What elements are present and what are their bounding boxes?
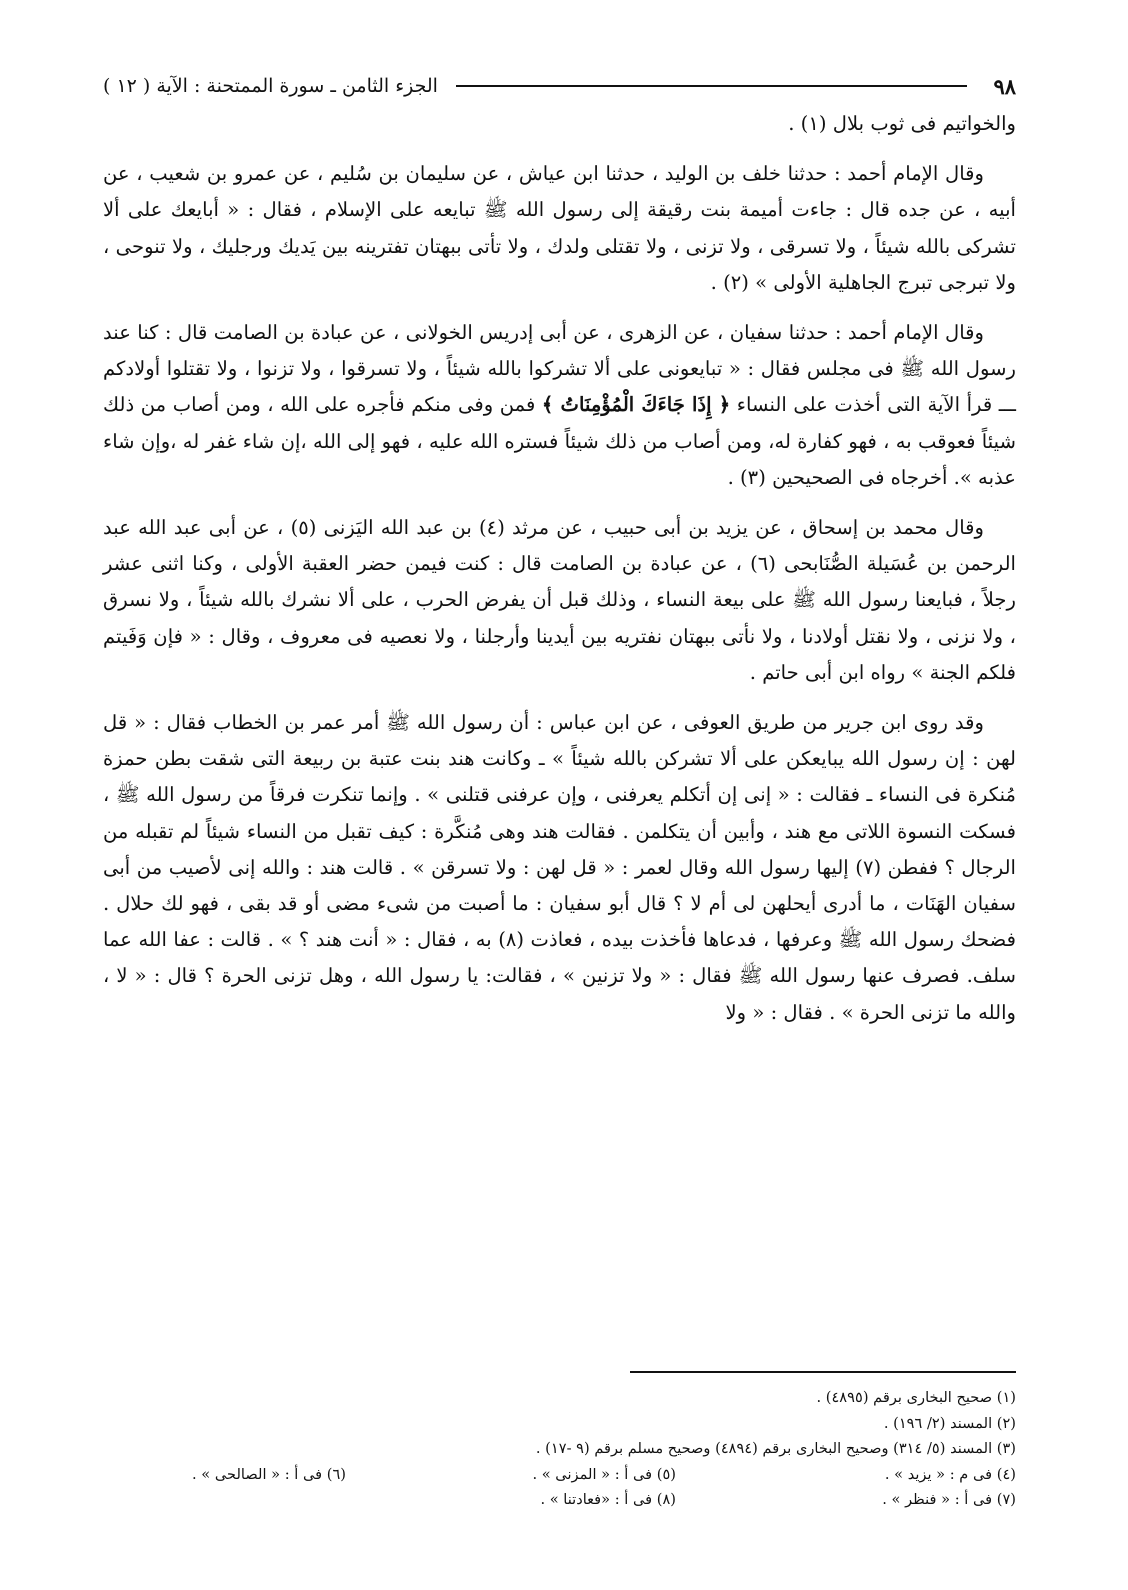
quran-verse: ﴿ إِذَا جَاءَكَ الْمُؤْمِنَاتُ ﴾ [541, 393, 731, 417]
footnote-7: (٧) فى أ : « فنظر » . [882, 1491, 1016, 1509]
footnote-row [103, 1462, 1016, 1488]
paragraph-3 [103, 315, 1016, 496]
footnote-1: (١) صحيح البخارى برقم (٤٨٩٥) . [816, 1389, 1016, 1406]
paragraph-4: وقال محمد بن إسحاق ، عن يزيد بن أبى حبيب ، عن مرثد (٤) بن عبد الله اليَزنى (٥) ، عن أبى عبد الله عبد الرحمن بن عُسَيلة الصُّنَابحى (٦) ، عن عبادة بن الصامت قال : كنت فيمن حضر العقبة الأولى ، وكنا اثنى عشر رجلاً ، فبايعنا رسول الله ﷺ على بيعة النساء ، وذلك قبل أن يفرض الحرب ، على ألا نشرك بالله شيئاً ، ولا نسرق ، ولا نزنى ، ولا نقتل أولادنا ، ولا نأتى ببهتان نفتريه بين أيدينا وأرجلنا ، ولا نعصيه فى معروف ، وقال : « فإن وَفَيتم فلكم الجنة » رواه ابن أبى حاتم . [103, 516, 1016, 684]
running-title: الجزء الثامن ـ سورة الممتحنة : الآية ( ١٢ ) [103, 75, 438, 97]
paragraph-5: وقد روى ابن جرير من طريق العوفى ، عن ابن عباس : أن رسول الله ﷺ أمر عمر بن الخطاب فقال : « قل لهن : إن رسول الله يبايعكن على ألا تشركن بالله شيئاً » ـ وكانت هند بنت عتبة بن ربيعة التى شقت بطن حمزة مُنكرة فى النساء ـ فقالت : « إنى إن أتكلم يعرفنى ، وإن عرفنى قتلنى » . وإنما تنكرت فرقاً من رسول الله ﷺ ، فسكت النسوة اللاتى مع هند ، وأبين أن يتكلمن . فقالت هند وهى مُنكَّرة : كيف تقبل من النساء شيئاً لم تقبله من الرجال ؟ ففطن (٧) إليها رسول الله وقال لعمر : « قل لهن : ولا تسرقن » . قالت هند : والله إنى لأصيب من أبى سفيان الهَنَات ، ما أدرى أيحلهن لى أم لا ؟ قال أبو سفيان : ما أصبت من شىء مضى أو قد بقى ، فهو لك حلال . فضحك رسول الله ﷺ وعرفها ، فدعاها فأخذت بيده ، فعاذت (٨) به ، فقال : « أنت هند ؟ » . قالت : عفا الله عما سلف. فصرف عنها رسول الله ﷺ فقال : « ولا تزنين » ، فقالت: يا رسول الله ، وهل تزنى الحرة ؟ قال : « لا ، والله ما تزنى الحرة » . فقال : « ولا [103, 711, 1016, 1024]
footnote-6: (٦) فى أ : « الصالحى » . [192, 1465, 346, 1483]
footnote-2: (٢) المسند (٢/ ١٩٦) . [883, 1414, 1016, 1432]
footnote-8: (٨) فى أ : «فعادتنا » . [540, 1491, 676, 1509]
footnote-5: (٥) فى أ : « المزنى » . [532, 1465, 676, 1483]
footnote-row [103, 1436, 1016, 1462]
footnote-rule [630, 1371, 1016, 1373]
page-number: ٩٨ [993, 73, 1016, 99]
footnotes [103, 1385, 1016, 1513]
page-header [103, 68, 1016, 104]
main-text [103, 106, 1016, 1031]
paragraph-3-before: وقال الإمام أحمد : حدثنا سفيان ، عن الزهرى ، عن أبى إدريس الخولانى ، عن عبادة بن الصامت قال : كنا عند رسول الله ﷺ فى مجلس فقال : « تبايعونى على ألا تشركوا بالله شيئاً ، ولا تسرقوا ، ولا تزنوا ، ولا تقتلوا أولادكم ـــ قرأ الآية التى أخذت على النساء [103, 321, 1016, 417]
book-page [103, 68, 1016, 1548]
footnote-row [103, 1385, 1016, 1411]
paragraph-2: وقال الإمام أحمد : حدثنا خلف بن الوليد ، حدثنا ابن عياش ، عن سليمان بن سُليم ، عن عمرو بن شعيب ، عن أبيه ، عن جده قال : جاءت أميمة بنت رقيقة إلى رسول الله ﷺ تبايعه على الإسلام ، فقال : « أبايعك على ألا تشركى بالله شيئاً ، ولا تسرقى ، ولا تزنى ، ولا تقتلى ولدك ، ولا تأتى ببهتان تفترينه بين يَديك ورجليك ، ولا تنوحى ، ولا تبرجى تبرج الجاهلية الأولى » (٢) . [103, 162, 1016, 294]
paragraph-3-after: فمن وفى منكم فأجره على الله ، ومن أصاب من ذلك شيئاً فعوقب به ، فهو كفارة له، ومن أصاب من ذلك شيئاً فستره الله عليه ، فهو إلى الله ،إن شاء غفر له ،وإن شاء عذبه ». أخرجاه فى الصحيحين (٣) . [103, 393, 1016, 489]
paragraph-1: والخواتيم فى ثوب بلال (١) . [788, 112, 1016, 135]
header-rule [456, 85, 967, 87]
footnote-3: (٣) المسند (٥/ ٣١٤) وصحيح البخارى برقم (٤٨٩٤) وصحيح مسلم برقم (٩ -١٧) . [535, 1440, 1016, 1458]
footnote-4: (٤) فى م : « يزيد » . [884, 1465, 1016, 1483]
footnote-row [103, 1487, 1016, 1513]
footnote-row [103, 1411, 1016, 1437]
